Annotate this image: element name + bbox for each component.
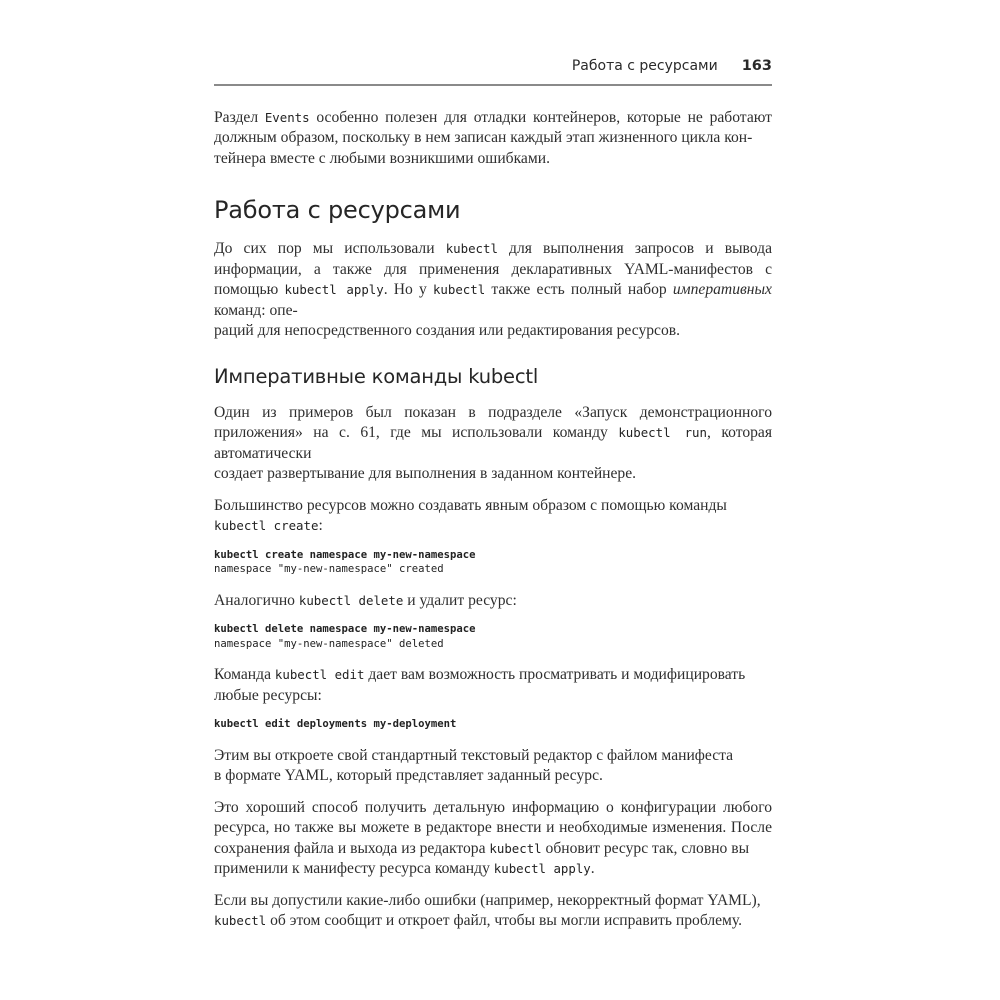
code-block-edit — [214, 717, 772, 732]
text: для выполнения запросов и вывода информации, а также для применения декларативных YAML-манифестов с помощью — [214, 240, 773, 298]
code-block-delete — [214, 622, 772, 651]
text: Аналогично — [214, 591, 299, 609]
text: Если вы допустили какие-либо ошибки (например, некорректный формат YAML), — [214, 891, 761, 909]
paragraph-create — [214, 496, 772, 537]
code-output: namespace "my-new-namespace" deleted — [214, 637, 444, 650]
inline-code: kubectl — [432, 282, 486, 297]
running-title: Работа с ресурсами — [571, 58, 718, 74]
text: раций для непосредственного создания или редактирования ресурсов. — [214, 322, 681, 339]
inline-code: kubectl — [445, 241, 498, 256]
text: Раздел — [214, 108, 265, 126]
inline-code: Events — [264, 109, 310, 125]
paragraph-events — [214, 108, 772, 170]
code-command: kubectl edit deployments my-deployment — [214, 718, 457, 730]
text: особенно полезен для отладки контейнеров, которые не работают должным образом, поскольку в нем записан каждый этап жизненного цикла кон- — [214, 108, 772, 146]
text: применили к манифесту ресурса команду — [214, 860, 494, 877]
text: тейнера вместе с любыми возникшими ошибками. — [214, 149, 550, 167]
section-heading: Работа с ресурсами — [214, 196, 461, 224]
inline-code: kubectl apply — [493, 861, 591, 876]
text: и удалит ресурс: — [403, 591, 517, 609]
text: создает развертывание для выполнения в заданном контейнере. — [214, 465, 637, 482]
paragraph-edit — [214, 665, 772, 706]
text: в формате YAML, который представляет заданный ресурс. — [214, 767, 603, 784]
running-header — [214, 56, 772, 76]
inline-code: kubectl — [489, 840, 542, 856]
inline-code: kubectl edit — [274, 667, 365, 682]
paragraph-example — [214, 403, 772, 485]
text: До сих пор мы использовали — [214, 240, 446, 257]
subsection-heading: Императивные команды kubectl — [214, 364, 539, 388]
text: обновит ресурс так, словно вы — [541, 839, 750, 857]
text: Большинство ресурсов можно создавать явным образом с помощью команды — [214, 496, 727, 514]
paragraph-editor — [214, 746, 772, 787]
paragraph-intro — [214, 239, 772, 342]
inline-code: kubectl run — [618, 425, 707, 440]
text: любые ресурсы: — [214, 686, 322, 704]
text: об этом сообщит и откроет файл, чтобы вы могли исправить проблему. — [266, 912, 743, 929]
text: Один из примеров был показан в подразделе «Запуск демонстрационного приложения» на с. 61, где мы использовали команду — [214, 403, 772, 441]
text: также есть полный набор — [485, 281, 673, 298]
paragraph-errors — [214, 891, 772, 932]
text: : — [318, 517, 323, 534]
inline-code: kubectl apply — [284, 282, 384, 297]
emphasis: императивных — [672, 281, 772, 298]
text: , которая автоматически — [214, 424, 773, 462]
inline-code: kubectl delete — [298, 592, 404, 608]
text: Этим вы откроете свой стандартный текстовый редактор с файлом манифеста — [214, 746, 734, 764]
text: команд: опе- — [214, 301, 298, 319]
code-command: kubectl delete namespace my-new-namespace — [214, 623, 476, 635]
page-number: 163 — [741, 58, 772, 74]
text: Это хороший способ получить детальную информацию о конфигурации любого ресурса, но также вы можете в редакторе внести и необходимые изменения. После сохранения файла и выхода из редактора — [214, 798, 772, 857]
inline-code: kubectl create — [214, 518, 319, 533]
text: . Но у — [383, 281, 433, 298]
inline-code: kubectl — [214, 913, 267, 928]
paragraph-delete — [214, 591, 772, 612]
code-command: kubectl create namespace my-new-namespace — [214, 548, 476, 561]
paragraph-config — [214, 798, 772, 880]
text: Команда — [214, 666, 275, 683]
book-page — [214, 0, 772, 983]
header-rule — [214, 84, 772, 86]
text: дает вам возможность просматривать и модифицировать — [364, 666, 746, 683]
code-output: namespace "my-new-namespace" created — [214, 563, 444, 575]
text: . — [590, 860, 595, 877]
code-block-create — [214, 548, 772, 577]
